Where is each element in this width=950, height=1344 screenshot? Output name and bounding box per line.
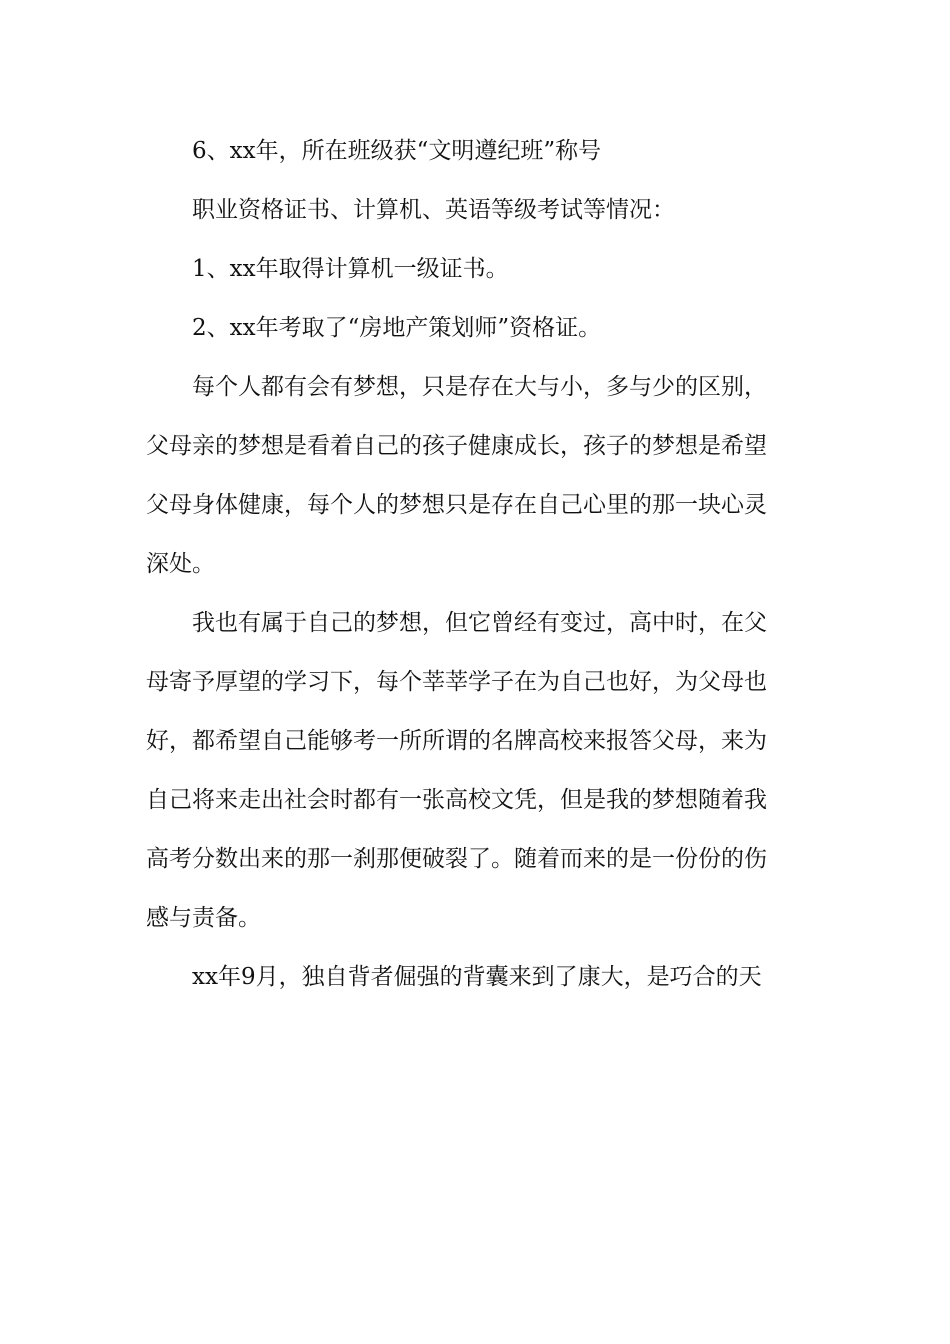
paragraph-line: 父母身体健康，每个人的梦想只是存在自己心里的那一块心灵 bbox=[146, 492, 767, 518]
paragraph-line: 高考分数出来的那一刹那便破裂了。随着而来的是一份份的伤 bbox=[146, 846, 767, 872]
paragraph-line: 深处。 bbox=[146, 551, 215, 577]
paragraph-line: 父母亲的梦想是看着自己的孩子健康成长，孩子的梦想是希望 bbox=[146, 433, 767, 459]
paragraph-line: 自己将来走出社会时都有一张高校文凭，但是我的梦想随着我 bbox=[146, 787, 767, 813]
paragraph-line: 感与责备。 bbox=[146, 905, 261, 931]
paragraph-line: xx年9月，独自背者倔强的背囊来到了康大，是巧合的天 bbox=[192, 964, 762, 990]
paragraph-line: 母寄予厚望的学习下，每个莘莘学子在为自己也好，为父母也 bbox=[146, 669, 767, 695]
paragraph-line: 我也有属于自己的梦想，但它曾经有变过，高中时，在父 bbox=[192, 610, 767, 636]
paragraph-line: 好，都希望自己能够考一所所谓的名牌高校来报答父母，来为 bbox=[146, 728, 767, 754]
certificates-heading: 职业资格证书、计算机、英语等级考试等情况： bbox=[192, 197, 675, 223]
document-body bbox=[146, 128, 806, 1013]
paragraph-line: 每个人都有会有梦想，只是存在大与小，多与少的区别， bbox=[192, 374, 767, 400]
certificate-item-2: 2、xx年考取了“房地产策划师”资格证。 bbox=[192, 315, 602, 341]
award-line: 6、xx年，所在班级获“文明遵纪班”称号 bbox=[192, 138, 602, 164]
certificate-item-1: 1、xx年取得计算机一级证书。 bbox=[192, 256, 509, 282]
